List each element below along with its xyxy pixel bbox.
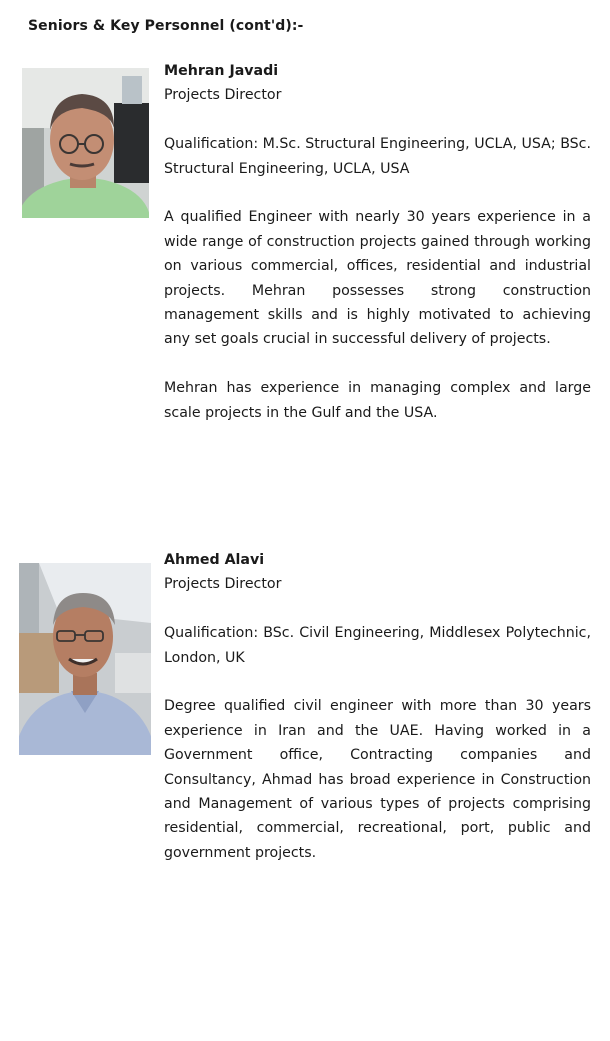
person-role: Projects Director: [164, 576, 282, 593]
bio-paragraph: A qualified Engineer with nearly 30 years experience in a wide range of construction projects gained through working on various commercial, offices, residential and industrial projects. Mehran possesses strong construction management skills and is highly motivated to achieving any set goals crucial in successful delivery of projects.: [164, 209, 591, 348]
portrait-photo-graphic: [19, 563, 151, 755]
portrait-photo: [22, 68, 149, 218]
qualification-text: Qualification: M.Sc. Structural Engineering, UCLA, USA; BSc. Structural Engineering, UCLA, USA: [164, 136, 591, 177]
portrait-photo-graphic: [22, 68, 149, 218]
person-name: Mehran Javadi: [164, 63, 279, 79]
bio-paragraph: Degree qualified civil engineer with more than 30 years experience in Iran and the UAE. Having worked in a Government office, Contracting companies and Consultancy, Ahmad has broad experience in Construction and Management of various types of projects comprising residential, commercial, recreational, port, public and government projects.: [164, 698, 591, 861]
person-role: Projects Director: [164, 87, 282, 104]
person-name: Ahmed Alavi: [164, 552, 265, 568]
qualification-text: Qualification: BSc. Civil Engineering, Middlesex Polytechnic, London, UK: [164, 625, 591, 666]
bio-paragraph: Mehran has experience in managing complex and large scale projects in the Gulf and the USA.: [164, 380, 591, 421]
page-title: Seniors & Key Personnel (cont'd):-: [28, 18, 304, 34]
bio-text: [164, 59, 591, 425]
portrait-photo: [19, 563, 151, 755]
bio-text: [164, 548, 591, 865]
